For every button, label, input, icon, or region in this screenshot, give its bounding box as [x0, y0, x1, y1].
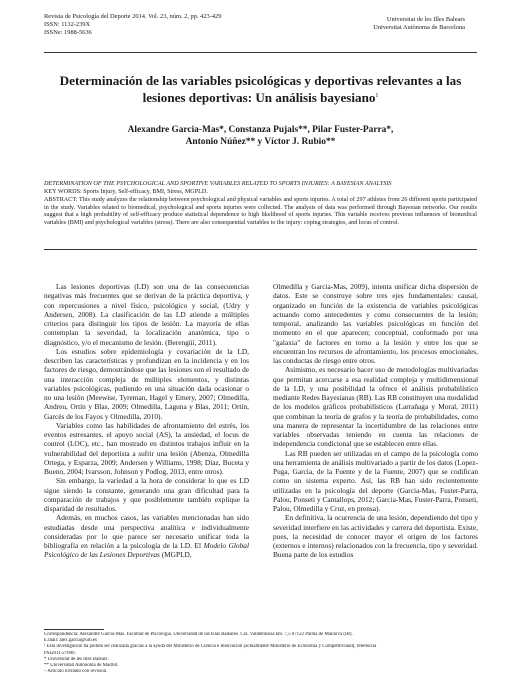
header-rule — [44, 52, 477, 53]
body-column-left — [44, 282, 249, 560]
email-note: E.mail: alex.garcia@uib.es — [44, 638, 97, 644]
paper-title-text: Determinación de las variables psicológicas y deportivas relevantes a las lesiones deportivas: Un análisis bayesiano — [59, 73, 462, 105]
correspondence-note: Correspondencia: Alexandre Garcia-Mas. Facultad de Psicología. Universidad de las Islas Baleares. Cra. Valldemossa km. 7,5 07122 Palma de Mallorca (IB). — [44, 632, 353, 637]
paragraph-text: Además, en muchos casos, las variables mencionadas han sido estudiadas desde una perspectiva analítica e individualmente consideradas por lo que parece ser necesario unificar toda la bibliografía en relación a la psicología de la LD. El — [44, 513, 249, 550]
abstract-section — [44, 181, 477, 228]
university-uib: Universitat de les Illes Balears — [386, 16, 465, 23]
footnote-rule — [44, 629, 104, 630]
body-column-right — [273, 282, 478, 560]
paragraph: Asimismo, es necesario hacer uso de metodologías multivariadas que permitan acercarse a esa realidad compleja y multidimensional de la LD, y una posibilidad la ofrece el análisis probabilístico mediante Redes Bayesianas (RB). Las RB constituyen una modalidad de los modelos gráficos probabilísticos (Larrañaga y Moral, 2011) que combinan la teoría de grafos y la teoría de probabilidades, como una manera de representar la incertidumbre de las relaciones entre variables observadas teniendo en cuenta las relaciones de independencia condicional que se establecen entre ellas. — [273, 365, 478, 449]
authors-line-1: Alexandre Garcia-Mas*, Constanza Pujals**, Pilar Fuster-Parra*, — [127, 125, 394, 135]
university-header — [245, 16, 465, 32]
affiliation-note: * Universitat de les Illes Balears. — [44, 656, 109, 662]
affiliation-note: ** Universidad Autónoma de Madrid. — [44, 663, 119, 669]
paragraph: Las RB pueden ser utilizadas en el campo de la psicología como una herramienta de análisis multivariado a partir de los datos (Lopez-Puga, Garcia, de la Fuente y de la Fuente, 2007) que se codifican como un sistema experto. Así, las RB han sido recientemente utilizadas en la psicología del deporte (Garcia-Mas, Fuster-Parra, Palou, Ponseti y Cantallops, 2012; Garcia-Mas, Fuster-Parra, Ponseti, Palou, Olmedilla y Cruz, en prensa). — [273, 448, 478, 513]
university-uab: Universitat Autònoma de Barcelona — [373, 24, 465, 32]
abstract-rule — [44, 249, 477, 250]
author-list — [44, 124, 477, 149]
title-footnote-mark: 1 — [375, 93, 379, 99]
paragraph: Las lesiones deportivas (LD) son una de las consecuencias negativas más frecuentes que se derivan de la práctica deportiva, y con repercusiones a nivel físico, psicológico y social, (Udry y Andersen, 2008). La clasificación de las LD atiende a múltiples criterios para distinguir los tipos de lesión. La mayoría de ellas contemplan la severidad, la localización anatómica, tipo o diagnóstico, y/o el mecanismo de lesión. (Berengüí, 2011). — [44, 282, 249, 347]
journal-citation: Revista de Psicología del Deporte 2014. Vol. 23, núm. 2, pp. 423-429 — [44, 13, 222, 20]
paragraph-with-model-name — [44, 513, 249, 559]
paragraph: Sin embargo, la variedad a la hora de considerar lo que es LD sigue siendo la constante, generando una gran dificultad para la comparación de trabajos y que posiblemente también explique la disparidad de resultados. — [44, 476, 249, 513]
funding-note-ref: PSI2011-27000. — [44, 650, 76, 656]
issne: ISSNe: 1988-5636 — [44, 29, 92, 37]
model-name: Modelo Global Psicológico de las Lesiones Deportivas — [44, 541, 249, 560]
paragraph: Los estudios sobre epidemiología y covariación de la LD, describen las características y profundizan en la incidencia y en los factores de riesgo, demostrándose que las lesiones son el resultado de una interacción compleja de múltiples elementos, y distintas variables psicológicas, pudiendo en una situación dada ocasionar o no una lesión (Meewise, Tyreman, Hagel y Emery, 2007; Olmedilla, Andreu, Ortín y Blas, 2009; Olmedilla, Laguna y Blas, 2011; Ortín, Garcés de los Fayos y Olmedilla, 2010). — [44, 346, 249, 421]
abstract-text: ABSTRACT: This study analyzes the relationship between psychological and physical variables and sports injuries. A total of 297 athletes from 26 different sports participated in the study. Variables related to biomedical, psychological and sports injuries were collected. The analysis of data was performed through Bayesian networks. Our results suggest that a high probability of self-efficacy produce statistical dependence to high likelihood of sports injuries. This variable receives previous influences of biomedical variables (BMI) and psychological variables (stress). There are also consequential variables to the injury: coping strategies, and locus of control. — [44, 196, 477, 227]
authors-line-2: Antonio Núñez** y Víctor J. Rubio** — [185, 137, 336, 148]
paragraph-continued: Olmedilla y Garcia-Mas, 2009), intenta unificar dicha dispersión de datos. Este se construye sobre tres ejes fundamentales: causal, organizado en función de la existencia de variables psicológicas actuando como antecedentes y como consecuentes de la lesión; temporal, analizando las variables psicológicas en función del momento en el que aparecen; conceptual, conformado por una "galaxia" de factores en torno a la lesión y entre los que se encuentran los recursos de afrontamiento, los procesos emocionales, las conductas de riesgo entre otros. — [273, 282, 478, 365]
paper-title — [44, 72, 477, 106]
paragraph: Variables como las habilidades de afrontamiento del estrés, los eventos estresantes, el apoyo social (AS), la ansiedad, el locus de control (LOC), etc., han mostrado en distintos trabajos influir en la vulnerabilidad del deportista a sufrir una lesión (Abenza, Olmedilla Ortega, y Esparza, 2009; Andersen y Williams, 1998; Díaz, Buceta y Bueno, 2004; Ivarsson, Johnson y Podlog, 2013, entre otros). — [44, 420, 249, 476]
keywords: KEY WORDS: Sports Injury, Self-efficacy, BMI, Stress, MGPLD. — [44, 188, 208, 195]
paragraph-tail: (MGPLD, — [161, 550, 192, 560]
paragraph: En definitiva, la ocurrencia de una lesión, dependiendo del tipo y severidad interfiere en las actividades y carrera del deportista. Existe, pues, la necesidad de conocer mayor el origen de los factores (externos e internos) relacionados con la frecuencia, tipo y severidad. Buena parte de los estudios — [273, 513, 478, 560]
invited-note: – Artículo invitado con revisión. — [44, 669, 108, 675]
footnotes — [44, 632, 477, 675]
issn: ISSN: 1132-239X — [44, 21, 91, 29]
english-title: DETERMINATION OF THE PSYCHOLOGICAL AND SPORTIVE VARIABLES RELATED TO SPORTS INJURIES: A BAYESIAN ANALYSIS — [44, 181, 392, 187]
funding-note: ¹ Esta investigación ha podido ser realizada gracias a la ayuda del Ministerio de Ciencia e Innovación (actualmente Ministerio de Economía y Competitividad), referencia — [44, 644, 377, 650]
